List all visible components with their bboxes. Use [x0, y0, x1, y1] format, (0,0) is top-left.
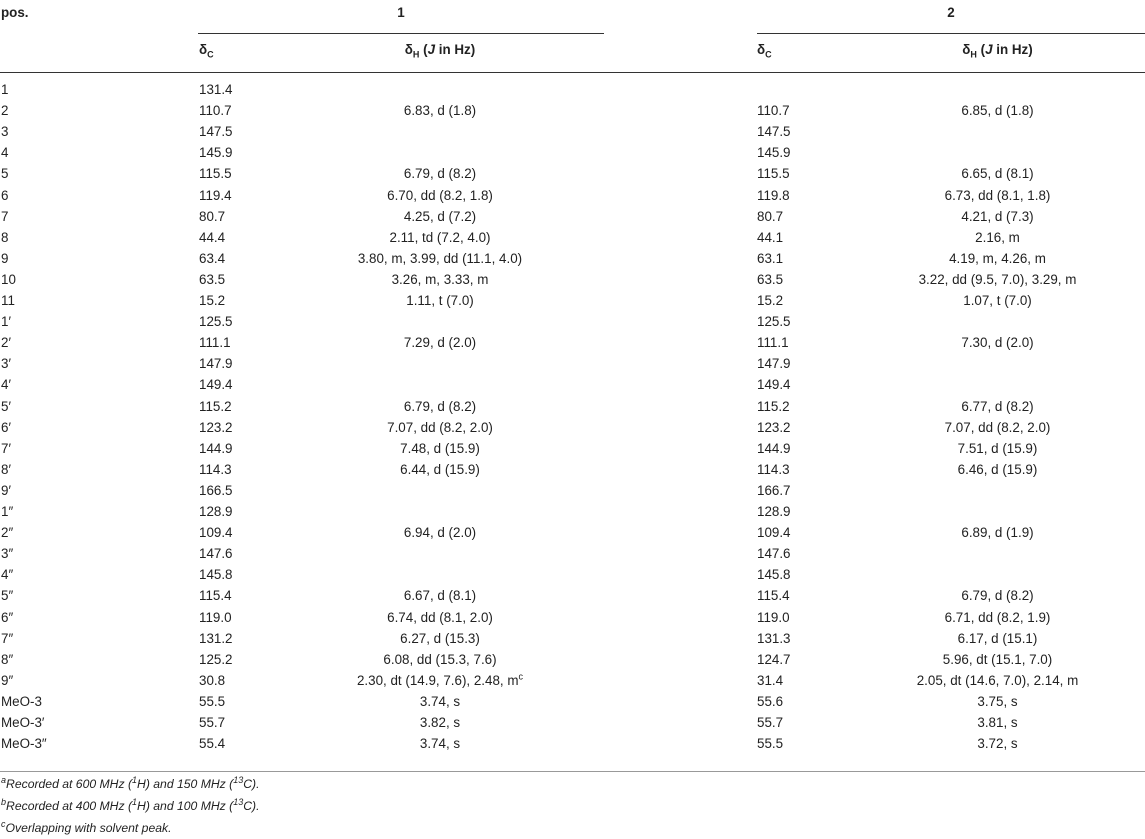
delta-c-compound-1: 119.4 — [199, 187, 232, 203]
row-position: 7 — [1, 208, 9, 224]
delta-c-compound-2: 144.9 — [757, 440, 791, 456]
delta-c-compound-2: 124.7 — [757, 651, 791, 667]
table-row — [0, 122, 1145, 142]
table-row — [0, 608, 1145, 628]
delta-h-compound-2: 4.19, m, 4.26, m — [949, 250, 1046, 266]
table-row — [0, 354, 1145, 374]
table-row — [0, 207, 1145, 227]
delta-h-compound-1: 6.70, dd (8.2, 1.8) — [387, 187, 493, 203]
row-position: 2 — [1, 103, 9, 119]
delta-c-compound-1: 115.4 — [199, 588, 232, 604]
delta-h-compound-1: 6.79, d (8.2) — [403, 398, 477, 414]
delta-c-compound-1: 30.8 — [199, 672, 226, 688]
delta-h-compound-1: 3.26, m, 3.33, m — [391, 271, 489, 287]
delta-h-compound-2: 2.05, dt (14.6, 7.0), 2.14, m — [916, 672, 1079, 688]
delta-h-compound-1: 7.29, d (2.0) — [403, 335, 477, 351]
delta-c-compound-2: 55.6 — [757, 693, 784, 709]
header-compound-1: 1 — [397, 5, 405, 20]
delta-h-compound-1: 6.67, d (8.1) — [403, 588, 477, 604]
row-position: MeO-3′ — [1, 715, 45, 730]
delta-h-compound-2: 6.85, d (1.8) — [961, 103, 1034, 119]
delta-c-compound-1: 145.9 — [199, 145, 233, 161]
delta-c-compound-1: 110.7 — [199, 103, 232, 119]
delta-c-compound-1: 125.2 — [199, 651, 233, 667]
delta-h-compound-2: 7.30, d (2.0) — [961, 335, 1034, 351]
row-position: 5 — [1, 166, 9, 182]
row-position: 8″ — [1, 651, 14, 667]
delta-h-compound-1: 6.74, dd (8.1, 2.0) — [387, 609, 493, 625]
row-position: 1″ — [1, 504, 14, 519]
delta-c-compound-1: 55.7 — [199, 715, 226, 730]
delta-c-compound-1: 109.4 — [199, 525, 233, 541]
delta-c-compound-1: 123.2 — [199, 419, 233, 435]
delta-c-compound-1: 149.4 — [199, 377, 233, 393]
table-row — [0, 586, 1145, 606]
delta-h-compound-2: 7.51, d (15.9) — [957, 440, 1038, 456]
row-position: 3′ — [1, 356, 11, 372]
delta-c-compound-2: 115.2 — [757, 398, 790, 414]
delta-h-compound-1: 6.08, dd (15.3, 7.6) — [383, 651, 497, 667]
table-row — [0, 228, 1145, 248]
row-position: 8′ — [1, 461, 11, 477]
delta-c-compound-1: 119.0 — [199, 609, 232, 625]
delta-c-compound-2: 55.7 — [757, 715, 784, 730]
delta-c-compound-2: 111.1 — [757, 335, 789, 351]
delta-c-compound-1: 147.5 — [199, 124, 233, 140]
row-position: 7″ — [1, 630, 14, 646]
delta-h-compound-2: 6.79, d (8.2) — [961, 588, 1034, 604]
row-position: 3″ — [1, 546, 14, 562]
delta-h-compound-1: 3.74, s — [419, 693, 461, 709]
delta-h-compound-2: 3.22, dd (9.5, 7.0), 3.29, m — [918, 271, 1077, 287]
table-row — [0, 734, 1145, 754]
header-row-compounds — [0, 3, 1145, 23]
table-row — [0, 418, 1145, 438]
delta-c-compound-1: 15.2 — [199, 293, 226, 308]
table-row — [0, 291, 1145, 311]
delta-c-compound-1: 63.4 — [199, 250, 226, 266]
table-row — [0, 312, 1145, 332]
delta-c-compound-2: 145.8 — [757, 567, 791, 583]
delta-c-compound-1: 131.2 — [199, 630, 233, 646]
delta-c-compound-2: 149.4 — [757, 377, 791, 393]
delta-h-compound-1: 6.27, d (15.3) — [400, 630, 480, 646]
delta-c-compound-2: 110.7 — [757, 103, 790, 119]
delta-c-compound-2: 109.4 — [757, 525, 791, 541]
delta-h-compound-1: 6.79, d (8.2) — [403, 166, 477, 182]
row-position: 6′ — [1, 419, 11, 435]
delta-h-compound-1: 3.74, s — [419, 736, 461, 752]
delta-h-compound-1: 1.11, t (7.0) — [406, 293, 474, 308]
row-position: 2″ — [1, 525, 14, 541]
row-position: 1 — [1, 82, 9, 97]
delta-c-compound-1: 63.5 — [199, 271, 226, 287]
delta-c-compound-2: 114.3 — [757, 461, 790, 477]
delta-h-compound-1: 3.82, s — [419, 715, 461, 730]
header-bottom-rule — [0, 72, 1145, 73]
delta-h-compound-1: 7.07, dd (8.2, 2.0) — [387, 419, 493, 435]
row-position: 9″ — [1, 672, 14, 688]
delta-h-compound-2: 7.07, dd (8.2, 2.0) — [944, 419, 1051, 435]
delta-c-compound-1: 55.5 — [199, 693, 226, 709]
row-position: 1′ — [1, 314, 11, 330]
delta-c-compound-2: 55.5 — [757, 736, 784, 752]
delta-c-compound-1: 166.5 — [199, 482, 233, 498]
row-position: 9′ — [1, 482, 11, 498]
row-position: 5′ — [1, 398, 11, 414]
delta-h-compound-1: 2.11, td (7.2, 4.0) — [389, 229, 491, 245]
delta-c-compound-2: 147.6 — [757, 546, 791, 562]
delta-h-compound-2: 6.89, d (1.9) — [961, 525, 1034, 541]
table-row — [0, 186, 1145, 206]
compound-2-underline — [757, 33, 1145, 34]
delta-h-compound-1: 6.44, d (15.9) — [400, 461, 480, 477]
row-position: 2′ — [1, 335, 11, 351]
footnote-b: $^b$Recorded at 400 MHz ($^1$H) and 100 MHz ($^{13}$C). — [1, 796, 260, 813]
table-bottom-rule — [0, 771, 1145, 772]
table-row — [0, 713, 1145, 733]
delta-c-compound-2: 31.4 — [757, 672, 784, 688]
header-pos: pos. — [1, 5, 29, 20]
delta-c-compound-1: 80.7 — [199, 208, 226, 224]
table-row — [0, 460, 1145, 480]
table-row — [0, 375, 1145, 395]
row-position: MeO-3″ — [1, 736, 47, 752]
header-delta-c-2: $\delta_C$ — [757, 42, 772, 60]
delta-h-compound-2: 3.81, s — [977, 715, 1018, 730]
header-delta-c-1: $\delta_C$ — [199, 42, 214, 60]
footnote-a: $^a$Recorded at 600 MHz ($^1$H) and 150 MHz ($^{13}$C). — [1, 774, 260, 791]
delta-c-compound-2: 147.9 — [757, 356, 791, 372]
delta-c-compound-2: 63.5 — [757, 271, 784, 287]
table-row — [0, 80, 1145, 100]
delta-c-compound-2: 125.5 — [757, 314, 791, 330]
delta-c-compound-1: 115.5 — [199, 166, 232, 182]
table-row — [0, 249, 1145, 269]
delta-h-compound-2: 5.96, dt (15.1, 7.0) — [942, 651, 1053, 667]
table-row — [0, 544, 1145, 564]
table-row — [0, 270, 1145, 290]
delta-c-compound-2: 119.0 — [757, 609, 790, 625]
row-position: 9 — [1, 250, 9, 266]
row-position: 3 — [1, 124, 9, 140]
delta-c-compound-2: 44.1 — [757, 229, 784, 245]
table-row — [0, 101, 1145, 121]
delta-h-compound-2: 6.17, d (15.1) — [957, 630, 1038, 646]
table-row — [0, 565, 1145, 585]
delta-c-compound-2: 147.5 — [757, 124, 791, 140]
delta-c-compound-1: 44.4 — [199, 229, 226, 245]
delta-c-compound-1: 115.2 — [199, 398, 232, 414]
delta-c-compound-2: 80.7 — [757, 208, 784, 224]
row-position: 5″ — [1, 588, 14, 604]
delta-c-compound-2: 119.8 — [757, 187, 790, 203]
delta-c-compound-2: 131.3 — [757, 630, 791, 646]
delta-c-compound-1: 147.6 — [199, 546, 233, 562]
delta-c-compound-2: 63.1 — [757, 250, 784, 266]
row-position: MeO-3 — [1, 693, 42, 709]
table-row — [0, 333, 1145, 353]
delta-h-compound-1: 7.48, d (15.9) — [400, 440, 480, 456]
row-position: 11 — [1, 293, 15, 308]
row-position: 7′ — [1, 440, 11, 456]
delta-h-compound-1: 4.25, d (7.2) — [403, 208, 477, 224]
compound-1-underline — [198, 33, 604, 34]
delta-h-compound-1: 6.83, d (1.8) — [403, 103, 477, 119]
delta-h-compound-2: 2.16, m — [975, 229, 1020, 245]
delta-c-compound-1: 114.3 — [199, 461, 232, 477]
delta-h-compound-2: 1.07, t (7.0) — [963, 293, 1032, 308]
delta-h-compound-2: 6.77, d (8.2) — [961, 398, 1034, 414]
delta-h-compound-2: 3.75, s — [977, 693, 1018, 709]
delta-h-compound-2: 4.21, d (7.3) — [961, 208, 1034, 224]
delta-h-compound-1: 6.94, d (2.0) — [403, 525, 477, 541]
footnote-c: $^c$Overlapping with solvent peak. — [1, 818, 172, 835]
table-row — [0, 502, 1145, 522]
delta-c-compound-1: 55.4 — [199, 736, 226, 752]
delta-h-compound-2: 6.65, d (8.1) — [961, 166, 1034, 182]
delta-h-compound-1: 2.30, dt (14.9, 7.6), 2.48, $m^c$ — [356, 671, 524, 688]
header-delta-h-2: $\delta_H$ (J in Hz) — [962, 42, 1033, 60]
delta-c-compound-1: 147.9 — [199, 356, 233, 372]
table-row — [0, 481, 1145, 501]
delta-c-compound-1: 131.4 — [199, 82, 233, 97]
row-position: 4″ — [1, 567, 14, 583]
row-position: 10 — [1, 271, 16, 287]
row-position: 4 — [1, 145, 9, 161]
table-row — [0, 439, 1145, 459]
delta-c-compound-2: 115.4 — [757, 588, 790, 604]
delta-c-compound-1: 128.9 — [199, 504, 233, 519]
delta-h-compound-1: 3.80, m, 3.99, dd (11.1, 4.0) — [357, 250, 523, 266]
delta-h-compound-2: 6.73, dd (8.1, 1.8) — [944, 187, 1051, 203]
table-row — [0, 692, 1145, 712]
delta-h-compound-2: 6.71, dd (8.2, 1.9) — [944, 609, 1051, 625]
table-row — [0, 143, 1145, 163]
delta-c-compound-1: 144.9 — [199, 440, 233, 456]
table-row — [0, 164, 1145, 184]
table-row — [0, 671, 1145, 691]
delta-c-compound-2: 15.2 — [757, 293, 784, 308]
table-row — [0, 397, 1145, 417]
header-delta-h-1: $\delta_H$ (J in Hz) — [404, 42, 476, 60]
row-position: 8 — [1, 229, 9, 245]
delta-c-compound-1: 125.5 — [199, 314, 233, 330]
delta-c-compound-2: 123.2 — [757, 419, 791, 435]
table-row — [0, 650, 1145, 670]
delta-c-compound-2: 128.9 — [757, 504, 791, 519]
table-row — [0, 523, 1145, 543]
row-position: 4′ — [1, 377, 11, 393]
table-row — [0, 629, 1145, 649]
delta-c-compound-2: 166.7 — [757, 482, 791, 498]
delta-h-compound-2: 3.72, s — [977, 736, 1018, 752]
header-row-columns — [0, 40, 1145, 60]
header-compound-2: 2 — [947, 5, 955, 20]
row-position: 6 — [1, 187, 9, 203]
delta-c-compound-1: 111.1 — [199, 335, 231, 351]
delta-c-compound-2: 145.9 — [757, 145, 791, 161]
delta-c-compound-1: 145.8 — [199, 567, 233, 583]
delta-h-compound-2: 6.46, d (15.9) — [957, 461, 1038, 477]
delta-c-compound-2: 115.5 — [757, 166, 790, 182]
row-position: 6″ — [1, 609, 14, 625]
